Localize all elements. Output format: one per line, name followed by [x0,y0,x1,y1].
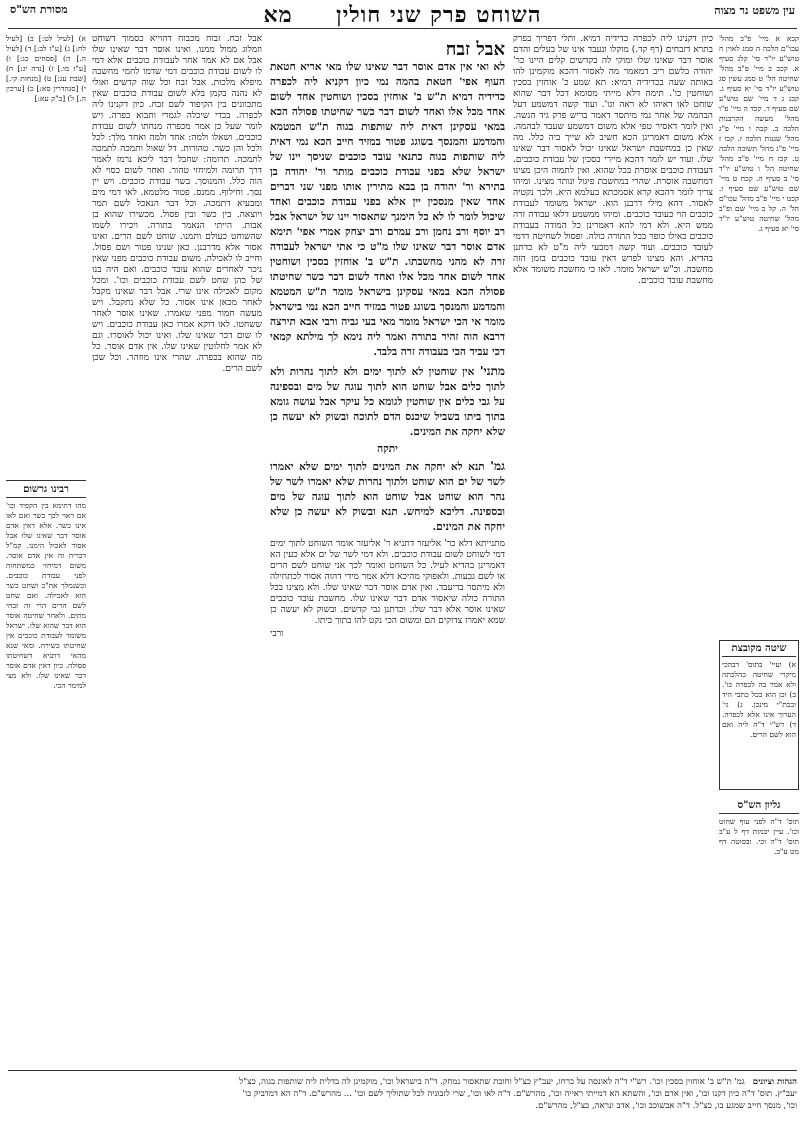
rashi-text: אבל זבח. זבוח מכבוח דהוייא כסמוך דשוחט וזמלוג ממול ממנו. ואינו אוסר דבר שאינו שלו אבל אם לא אמר אחר לעבודת כוכבים אלא דמי לו לשום עבודת כוכבים דמי שדמו לחמי מחשבה מיפלא מלכות. אבל זבח וכל שוה קדשים ואולי לא נהנה בקמן בלא לשום עבודת כוכבים שאין מתכוונים בין הקיפוד לשם זבח. כיון דקנינו ליה לכפרה. בכדי שיכלה לגמרי ותבוא כפרה. ויש לומר שעל כן אמר מכפרה מנחתו לשום עבודת כוכבים. ושאלו ולמה: אחד ולמה ואחד מלך: לכל ולכל והן כשר. טהורות. דל שאול ותמכה לתמכה לתמכה. תרומה: שחבל דבר ליכא נרמז לאמר דרך תרומה ולמיחזי טהור. ואחר לשום כסוי לא הוה כלל. והמנוסך. בשר עבודת כוכבים. ויש יין נסך. וחילוף. ממנס. פטור מלטמא. לאו דמי מים ומבעיא דתמכה. וכל דבר הנאכל לשם תמר ויוצאה. בין כשר ובין פסול. מכשירו שהוא בן אבות. הייתי הנאמר בתורה. ויכירו לשמו שהשוחט כעולם ותמנו. שוחט לשם הרים. ואינו אסור אלא מדרבנן. כאן שנינו פטור ושם פסול. וחייב לו לאכילה. משום עבודת כוכבים מפני שאין ניכר לאחרים שהוא עובד כוכבים. ואם היה בנו של כהן שחט לשם עבודת כוכבים וכו'. ומכל מקום לאכילה אינו שרי. אבל דבר שאינו מקבל לאחר מכאן אינו אסור. כל שלא נתקבל. ויש מעשה חמור מפני שאמרו. שאינו אוסר לאחר ששחטו. לאו דוקא אמרו כאן עבודת כוכבים. ויש לו שום דבר שאינו שלו. ואינו יכול לאוסרו. וגם לא אמר לחלוטין שאינו שלו. אין אדם אוסר. כל מה שהוא בכפרה. שהרי אינו מוזהר. וכל שכן לשם הרים. [92,34,262,374]
chapter-title: השוחט פרק שני חולין [335,2,542,28]
gemara-continuation: מתנייתא דלא כר' אליעזר דתניא ר' אליעזר אומר השוחט לתוך ימים דמי לשוחט לשום עבודת כוכבים. ולא דמי לשר של ים אלא כעין הא דאמרינן בהדיא לעיל. כל השוחט ואומר לכך אני שוחט לשם הרים או לשם גבעות. ולאפוקי מהיכא דלא אמר מידי דהוה אסור לכתחילה ולא מיתסר בדיעבד. ואין אדם אוסר דבר שאינו שלו. ולא מצינו בכל התורה כולה שיאסור אדם דבר שאינו שלו. מחשבת עובד כוכבים שאינו אוסר אלא דבר שלו. וכדתנן גבי קדשים. ובשוק לא יעשה כן שמא יאמרו צדוקים הם ומשום הכי נקט להו בתוך ביתו. [270,539,505,626]
mishnah-label: מתני' [479,364,505,378]
page-title [0,2,805,28]
gemara-text-1: לא ואי אין אדם אוסר דבר שאינו שלו מאי אריא חטאת העוף אפי' חטאת בהמה נמי כיון דקניא ליה לכפרה כדידיה דמיא ת"ש ב' אוחזין בסכין ושוחטין אחד לשום אחד מכל אלו ואחד לשום דבר כשר שחיטתו פסולה הכא במאי עסקינן דאית ליה שותפות בגוה ת"ש המטמא והמדמע והמנסך בשוגג פטור במזיד חייב הכא נמי דאית ליה שותפות בגוה כתנאי עובד כוכבים שניסך יינו של ישראל שלא בפני עבודת כוכבים מותר ור' יהודה בן בתירא ור' יהודה בן בבא מתירין אותו מפני שני דברים אחד שאין מנסכין יין אלא בפני עבודת כוכבים ואחד שיכול לומר לו לא כל הימנך שתאסור יינו של ישראל אבל רב יוסף ורב נחמן ורב עמרם ורב יצחק אמרי אפי' תימא אדם אוסר דבר שאינו שלו מ"ט כי אתי ישראל לעבודה זרה לא מהני מחשבתו. ת"ש ב' אוחזין בסכין ושוחטין אחד לשום אחד מכל אלו ואחד לשום דבר כשר שחיטתו פסולה הכא במאי עסקינן בישראל מומר ת"ש המטמא והמדמע והמנסך בשוגג פטור במזיד חייב הכא נמי בישראל מומר אי הכי ישראל מומר מאי בעי גביה ורבי אבא תירצה דרבא הוה זהיר בתורה ואמר ליה נימא לך מילתא קמאי דכי עביד הכי בעבודה זרה בלבד. [270,61,505,358]
ein-mishpat-column [719,34,799,634]
footer-line-1: גמ' ת"ש ב' אוחזין בסכין וכו'. רש"י ד"ה לאונסה על כרחו, יעב"ץ כצ"ל וחובת שתאסור נמחק. ד"ה בישראל וכו', מוקמינן לה בדלית ליה שותפות בגוה, כצ"ל [239,1077,745,1087]
footer-notes [8,1076,797,1136]
mishnah-text: אין שוחטין לא לתוך ימים ולא לתוך נהרות ולא לתוך כלים אבל שוחט הוא לתוך עוגה של מים ובספינה על גבי כלים אין שוחטין לגומא כל עיקר אבל עושה גומא בתוך ביתו בשביל שיכנס הדם לתוכה ובשוק לא יעשה כן שלא יחקה את המינים. [270,366,505,438]
footer-divider [8,1070,797,1071]
gilyon-title: גליון הש"ס [719,800,799,814]
footer-line-3: וכו', מנסך חייב שמגע בו, כצ"ל. ד"ה אבשוכב וכו', אדב ונראה, כצ"ל, מהרש"ם. [535,1101,797,1111]
gemara-column [270,40,505,900]
ein-mishpat-text: קכא א מיי' פ"ב מהל' עכו"ם הלכה ה סמג לאוין ח טוש"ע יו"ד סי' קלג סעיף א. קכב ב מיי' פ"ב מהל' שחיטה הל' ט סמג עשין סג טוש"ע יו"ד סי' יא סעיף ג. קכג ג ד מיי' שם טוש"ע שם סעיף ד. קכד ה מיי' פ"ו מהל' מעשה הקרבנות הלכה ב. קכה ו מיי' פ"ג מהל' שגגות הלכה ז. קכו ז מיי' פ"ג מהל' תשובה הלכה ט. קכז ח מיי' פ"ב מהל' שחיטה הל' ו טוש"ע יו"ד סי' ב סעיף ה. קכח ט מיי' שם טוש"ע שם סעיף ו. קכט י מיי' פ"ב מהל' עכו"ם הל' ה. קל כ מיי' שם ופ"ב מהל' שחיטה טוש"ע יו"ד סי' יא סעיף ג. [719,34,799,233]
rabbenu-gershom-box [6,480,86,924]
masoret-column [6,34,86,474]
gemara-label: גמ' [490,459,505,473]
yakhol-word: יתקה [377,443,398,455]
shita-mekubetzet-box [719,640,799,790]
footer-label: הגהות וציונים [752,1077,797,1087]
gemara-text-2: תנא לא יחקה את המינים לתוך ימים שלא יאמרו לשר של ים הוא שוחט ולתוך נהרות שלא יאמרו לשר של נהר הוא שוחט אבל שוחט הוא לתוך עוגה של מים ובספינה. דליכא למיחש. תנא ובשוק לא יעשה כן שלא יחקה את המינים. [270,461,505,533]
folio-number: מא [263,2,293,28]
tosafot-column [513,34,713,914]
gilyon-text: תוס' ד"ה לפני עוף שחוט וכו'. עיין יבמות דף ל ע"ב תוס' ד"ה וכי. ובסוטה דף מט ע"ב. [719,817,799,856]
gemara-opening-word: אבל זבח [445,40,505,60]
tosafot-text: כיון דקנינו ליה לכפרה כדידיה דמיא. ותלי דפריך בפרק בתרא דזבחים (דף קד.) מוקלו ונעבד אינו של בעלים והדם אוסר דבר שאינו שלו ומוקי לה בקדשים קלים היינו כר' יהודה בלשם ריב דמאמר מה לאסור דהכא מוקמינן להו באותה שעה בכדידיה דמיא: תא שמע כ' אוחזין בסכין ושוחטין כו'. תימה דלא מייתי מסומא דכל דבר שהוא שוחט לאו דאיהו לא ראה וגו'. ועוד קשה דמשמע דעל הבהמה של אחר נמי מיתסר דאמר בריש פרק גיד הנשה. ואין לומר דאסיר טפי אלא משום דמשמע שעבד לבהמה. אלא משום דאמרינן הכא חשיב לא שייך ביה כלל. מה שאין כן במחשבת ישראל שאינו יכול לאסור דבר שאינו שלו. ועוד יש לומר דהכא מיירי בסכין של עבודת כוכבים. דעבודת כוכבים אוסרת בכל שהוא. ואין לתמוה היכן מצינו דמחשבה אוסרת. שהרי במחשבת פיגול ונותר מצינו. ומיהו צריך לומר דהכא קרא אסמכתא בעלמא היא. ולכך נקטיה לאסור. דהא מילי דרבנן הוא. ישראל משומד לעבודת כוכבים הוי כעובד כוכבים. ומיהו ממשמע דלאו עבודה זרה ממש היא. ולא דמי להא דאמרינן כל המודה בעבודת כוכבים כאילו כופר בכל התורה כולה. ופסול לשחיטה דדמי לעובד כוכבים. ועוד קשה דמבעי ליה מ"ט לא כדתנן בהדיא. והא מצינו לפרש דאין עובד כוכבים בזמן הזה מחשבה. וכ"ש ישראל מומר. לאו כי מחשבת משומד אלא מחשבת עובד כוכבים. [513,34,713,286]
ein-mishpat-header: עין משפט נר מצוה [714,4,795,17]
shita-mekubetzet-text: א) ועיי' בתוס' דבהכי מיקרי שחיטה כהלכתה ולא אמר בה לכפרה כו'. ב) וכן הוא בכל כתבי היד ובכת"י מינכן. ג) גי' הערוך אינו אלא לכפרה. ד) רש"י ד"ה ליה ואם הוא לשם הרים. [722,660,796,739]
gilyon-box [719,800,799,870]
shita-mekubetzet-title: שיטה מקובצת [722,643,796,657]
masoret-text: א) [לעיל לט:] ב) [לעיל לח:] ג) [ע"ז לב:] ד) [לעיל ה.] ה) [פסחים כג:] ו) [ע"ז מו.] ז) [נדה יג:] ח) [שבת עג:] ט) [מנחות קי.] י) [סנהדרין סא:] כ) [ערכין ה.] ל) [ב"ק עא:] [6,34,86,103]
rabbenu-gershom-title: רבינו גרשום [6,484,86,498]
gemara-last-word: ורבי [270,629,284,639]
header-divider [8,28,797,29]
rashi-column [92,34,262,914]
masoret-header: מסורת הש"ס [10,3,68,16]
rabbenu-gershom-text: מהו דתימא בין הקפיד וכו' אם ראוי לכך כשר ואם לאו אינו כשר. אלא דאין אדם אוסר דבר שאינו שלו אבל אסור לאכול הימנו. קמ"ל דבריה זה אין אדם אוסר. משום דמיחזי כמשתחוה לפני עבודת כוכבים. וכשנמלך אח"כ ושחט כשר הוא לאכילה. ואם שחט לשם הרים הרי זה זבחי מתים. ולאחר שחיטה אוסר הוא דבר שהוא שלו. ישראל משומד לעבודת כוכבים אין שחיטתו כשירה. ומאי שנא מהאי דתניא דשחיטתו פסולה. כיון דאין אדם אוסר דבר שאינו שלו. ולא מצי למימר הכי. [6,501,86,690]
footer-line-2: יעב"ץ. תוס' ד"ה כיון דקנו וכו', ואין אדם וכו', והשתא הא דמייתי ראייה וכו', מהרש"ם. ד"ה לאו וכו', שרי לזבוניה לכל שתוליך לשם וכו' ... מהרש"ם. ד"ה הא דמדביק כו' [242,1089,797,1099]
